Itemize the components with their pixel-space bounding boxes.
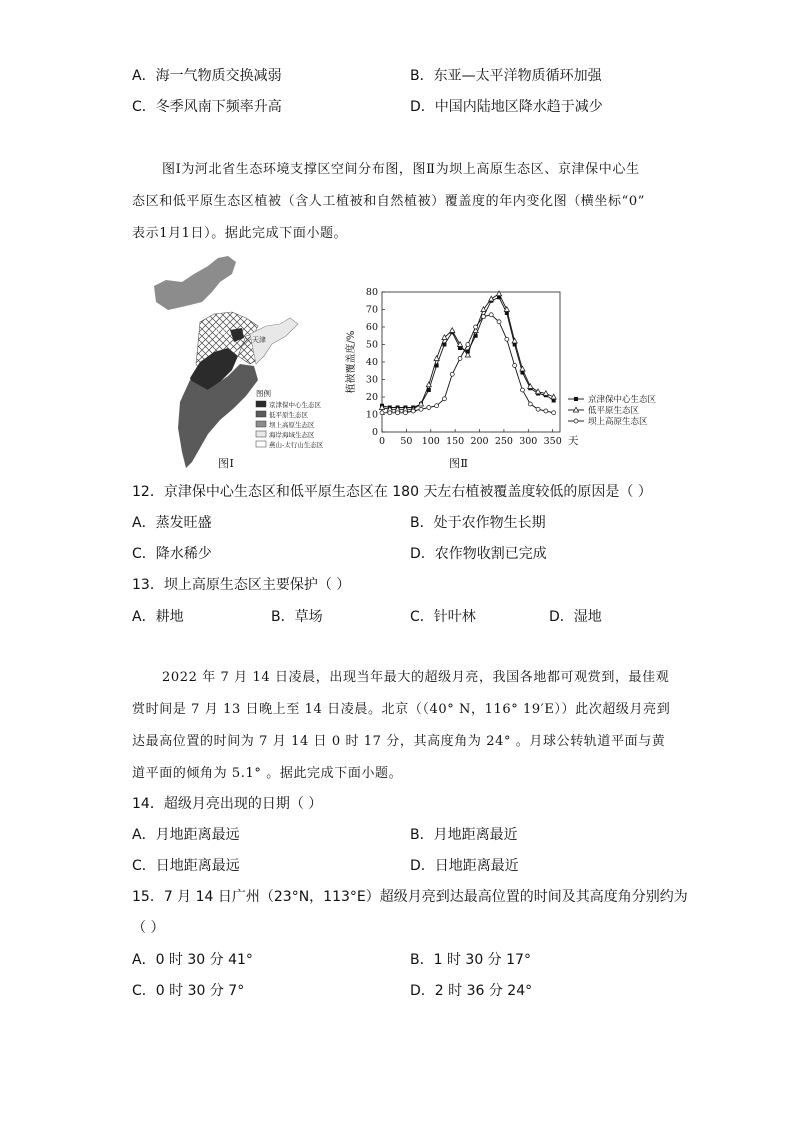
legend-swatch-1: [256, 411, 266, 417]
data-point: [450, 328, 455, 333]
passage1-line1: 图Ⅰ为河北省生态环境支撑区空间分布图，图Ⅱ为坝上高原生态区、京津保中心生: [162, 162, 640, 177]
y-tick-label: 60: [365, 322, 378, 333]
data-point: [481, 315, 485, 319]
q15-option-d[interactable]: D．2 时 36 分 24°: [410, 983, 533, 999]
data-point: [544, 409, 548, 413]
hebei-ecozone-map: [146, 252, 342, 472]
data-point: [403, 411, 407, 415]
data-point: [497, 320, 501, 324]
y-tick-label: 30: [365, 374, 378, 386]
legend-label-1: 低平原生态区: [588, 406, 640, 416]
x-axis-label: 天: [568, 435, 579, 447]
data-point: [466, 343, 470, 347]
vegetation-coverage-chart: [340, 282, 680, 448]
x-tick-label: 350: [543, 436, 562, 447]
x-tick-label: 0: [378, 436, 386, 447]
q12-option-c[interactable]: C．降水稀少: [132, 546, 212, 562]
data-point: [536, 407, 540, 411]
passage-figure-intro: [132, 154, 672, 250]
legend-label-3: 海岸海域生态区: [269, 431, 315, 439]
legend-swatch-3: [256, 431, 266, 437]
data-point: [474, 325, 478, 329]
data-point: [411, 409, 415, 413]
y-tick-label: 50: [365, 339, 378, 351]
x-tick-label: 200: [470, 436, 489, 447]
x-tick-label: 300: [519, 436, 538, 447]
legend-label-1: 低平原生态区: [269, 411, 308, 419]
passage-supermoon: [132, 662, 672, 790]
q13-option-b[interactable]: B．草场: [271, 609, 323, 625]
q13-stem: 13．坝上高原生态区主要保护（ ）: [132, 577, 351, 593]
legend-swatch-2: [256, 421, 266, 427]
data-point: [434, 356, 439, 361]
data-point: [489, 313, 493, 317]
passage2-line3: 达最高位置的时间为 7 月 14 日 0 时 17 分，其高度角为 24° 。月球公转轨道平面与黄: [132, 734, 666, 749]
legend-label-0: 京津保中心生态区: [269, 401, 321, 409]
q15-option-b[interactable]: B．1 时 30 分 17°: [410, 952, 531, 968]
data-point: [396, 411, 400, 415]
q12-option-d[interactable]: D．农作物收割已完成: [410, 546, 547, 562]
passage2-line1: 2022 年 7 月 14 日凌晨，出现当年最大的超级月亮，我国各地都可观赏到，最佳观: [162, 670, 670, 685]
q14-stem: 14．超级月亮出现的日期（ ）: [132, 796, 323, 812]
y-axis-label: 植被覆盖度/%: [346, 330, 357, 394]
passage2-line2: 赏时间是 7 月 13 日晚上至 14 日凌晨。北京（（40° N，116° 19′E））此次超级月亮到: [132, 702, 671, 717]
y-tick-label: 80: [365, 287, 378, 298]
series-2: [380, 313, 556, 415]
legend-label-2: 坝上高原生态区: [588, 417, 648, 427]
q12-option-a[interactable]: A．蒸发旺盛: [132, 515, 212, 531]
data-point: [528, 402, 532, 406]
passage1-line2: 态区和低平原生态区植被（含人工植被和自然植被）覆盖度的年内变化图（横坐标“0”: [132, 194, 645, 209]
plot-frame: [382, 292, 560, 432]
data-point: [380, 411, 384, 415]
data-point: [489, 296, 494, 301]
legend-title: 图例: [256, 389, 271, 398]
q11-option-c[interactable]: C．冬季风南下频率升高: [132, 99, 282, 115]
figure1-caption: 图Ⅰ: [218, 457, 235, 470]
y-tick-label: 70: [365, 304, 378, 316]
q15-stem-bracket: （ ）: [132, 920, 165, 936]
legend-label-2: 坝上高原生态区: [269, 421, 315, 429]
data-point: [513, 364, 517, 368]
data-point: [435, 404, 439, 408]
city-label-tianjin: 天津: [252, 336, 266, 344]
data-point: [458, 357, 462, 361]
legend-swatch-4: [256, 441, 266, 447]
legend-label-4: 燕山-太行山生态区: [269, 441, 324, 449]
region-bashang-plateau: [154, 256, 236, 310]
q14-option-d[interactable]: D．日地距离最近: [410, 858, 519, 874]
q14-option-a[interactable]: A．月地距离最远: [132, 827, 240, 843]
q11-option-b[interactable]: B．东亚—太平洋物质循环加强: [410, 68, 602, 84]
data-point: [535, 389, 540, 394]
legend-swatch-0: [256, 401, 266, 407]
series-line-2: [382, 315, 554, 413]
data-point: [505, 337, 509, 341]
data-point: [442, 343, 446, 347]
x-tick-label: 100: [421, 436, 440, 447]
q13-option-d[interactable]: D．湿地: [549, 609, 602, 625]
y-tick-label: 0: [371, 427, 378, 438]
q13-option-c[interactable]: C．针叶林: [410, 609, 476, 625]
q13-option-a[interactable]: A．耕地: [132, 609, 184, 625]
legend-marker-0: [574, 397, 578, 401]
x-tick-label: 250: [494, 436, 513, 447]
data-point: [450, 372, 454, 376]
q11-option-d[interactable]: D．中国内陆地区降水趋于减少: [410, 99, 603, 115]
map-legend: [256, 388, 324, 449]
y-tick-label: 10: [365, 409, 378, 421]
q15-option-c[interactable]: C．0 时 30 分 7°: [132, 983, 245, 999]
q15-stem: 15．7 月 14 日广州（23°N，113°E）超级月亮到达最高位置的时间及其高度角分别约为: [132, 889, 688, 905]
legend-label-0: 京津保中心生态区: [588, 395, 657, 405]
figure2-caption: 图Ⅱ: [449, 457, 469, 470]
q14-option-c[interactable]: C．日地距离最远: [132, 858, 240, 874]
q14-option-b[interactable]: B．月地距离最近: [410, 827, 518, 843]
data-point: [520, 388, 524, 392]
q12-stem: 12．京津保中心生态区和低平原生态区在 180 天左右植被覆盖度较低的原因是（ ）: [132, 484, 652, 500]
q11-option-a[interactable]: A．海一气物质交换减弱: [132, 68, 282, 84]
data-point: [442, 397, 446, 401]
data-point: [552, 411, 556, 415]
data-point: [419, 407, 423, 411]
x-tick-label: 50: [400, 436, 413, 447]
city-label-beijing: 北京: [214, 328, 228, 336]
data-point: [388, 411, 392, 415]
q12-option-b[interactable]: B．处于农作物生长期: [410, 515, 546, 531]
q15-option-a[interactable]: A．0 时 30 分 41°: [132, 952, 253, 968]
data-point: [427, 406, 431, 410]
y-tick-label: 40: [365, 357, 378, 368]
y-tick-label: 20: [365, 392, 378, 403]
passage1-line3: 表示1月1日）。据此完成下面小题。: [132, 226, 348, 241]
legend-marker-2: [574, 419, 578, 423]
passage2-line4: 道平面的倾角为 5.1° 。据此完成下面小题。: [132, 766, 403, 781]
x-tick-label: 150: [446, 436, 465, 447]
